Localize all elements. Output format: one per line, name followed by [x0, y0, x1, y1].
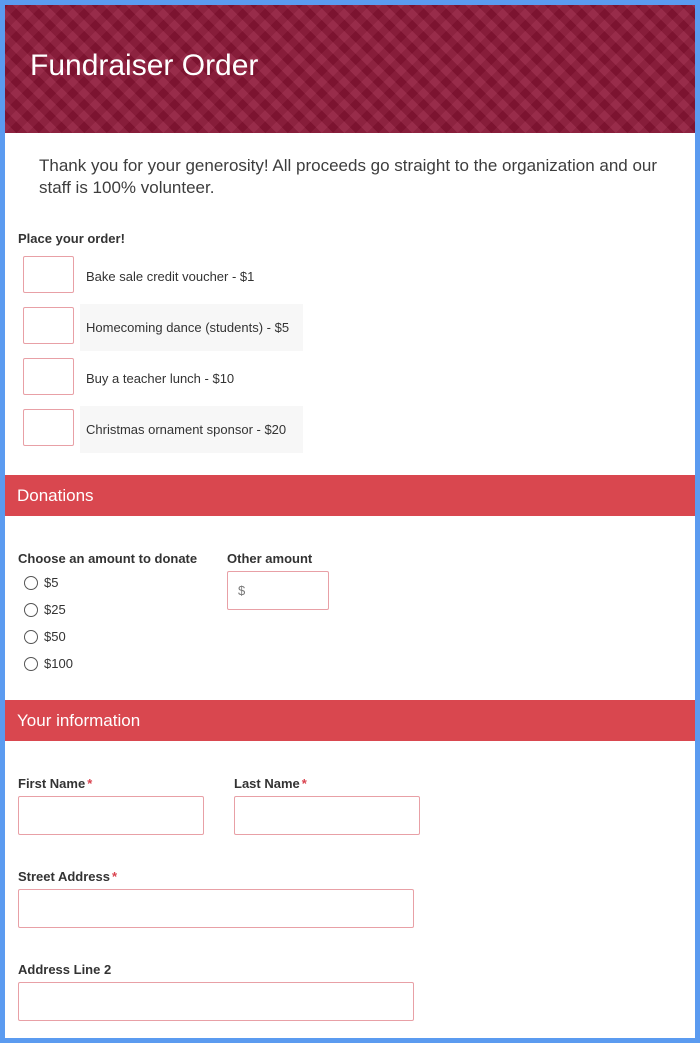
donation-option-label: $25 [44, 602, 66, 617]
quantity-input[interactable] [23, 409, 74, 446]
radio-button[interactable] [24, 657, 38, 671]
order-item-label: Christmas ornament sponsor - $20 [80, 406, 303, 453]
order-label: Place your order! [18, 231, 125, 246]
order-item-row [18, 253, 303, 300]
order-item-label: Buy a teacher lunch - $10 [86, 371, 235, 386]
first-name-label-text: First Name [18, 776, 86, 791]
order-item-label: Homecoming dance (students) - $5 [80, 304, 303, 351]
last-name-label [234, 776, 307, 791]
donation-option-label: $100 [44, 656, 73, 671]
section-title: Donations [17, 486, 94, 505]
required-marker: * [87, 776, 93, 791]
order-item-row [18, 406, 303, 453]
section-header-your-information [5, 700, 695, 741]
intro-text: Thank you for your generosity! All proceeds go straight to the organization and our staff is 100% volunteer. [39, 156, 658, 197]
section-title: Your information [17, 711, 141, 730]
donation-option-label: $5 [44, 575, 59, 590]
required-marker: * [112, 869, 118, 884]
quantity-input[interactable] [23, 256, 74, 293]
first-name-label [18, 776, 92, 791]
first-name-input[interactable] [18, 796, 204, 835]
other-amount-input[interactable] [227, 571, 329, 610]
order-item-label: Bake sale credit voucher - $1 [86, 269, 255, 284]
last-name-label-text: Last Name [234, 776, 300, 791]
donation-option-label: $50 [44, 629, 66, 644]
radio-button[interactable] [24, 603, 38, 617]
section-header-donations [5, 475, 695, 516]
street-address-label-text: Street Address [18, 869, 110, 884]
radio-button[interactable] [24, 630, 38, 644]
order-item-row [18, 355, 303, 402]
quantity-input[interactable] [23, 358, 74, 395]
donation-amount-label: Choose an amount to donate [18, 551, 198, 566]
street-address-label [18, 869, 117, 884]
order-item-row [18, 304, 303, 351]
address-line-2-input[interactable] [18, 982, 414, 1021]
header-banner [5, 5, 695, 133]
currency-prefix: $ [238, 583, 246, 598]
required-marker: * [301, 776, 307, 791]
address-line-2-label: Address Line 2 [18, 962, 112, 977]
radio-button[interactable] [24, 576, 38, 590]
form-title: Fundraiser Order [30, 49, 259, 82]
quantity-input[interactable] [23, 307, 74, 344]
street-address-input[interactable] [18, 889, 414, 928]
last-name-input[interactable] [234, 796, 420, 835]
other-amount-label: Other amount [227, 551, 313, 566]
